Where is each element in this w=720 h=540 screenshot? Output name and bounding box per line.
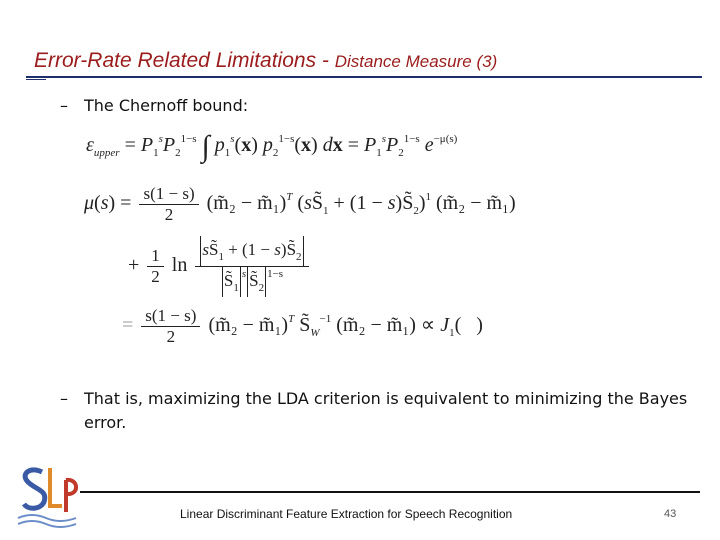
page-number: 43	[664, 508, 677, 520]
equation-mu-definition: μ(s) = $\frac{s(1 - s)}{2}$ (m̃₂ − m̃₁)$^T$ ($sS̃_1 + (1$ − $s)S̃_2)^1$ (m̃₂ − m̃₁)	[84, 184, 516, 224]
slide-title	[34, 38, 497, 75]
bullet-text: That is, maximizing the LDA criterion is equivalent to minimizing the Bayes error.	[84, 389, 688, 432]
footer-rule	[80, 491, 700, 493]
bullet-chernoff	[60, 94, 680, 118]
title-main: Error-Rate Related Limitations -	[34, 49, 335, 72]
bullet-dash: –	[60, 389, 68, 408]
title-rule	[26, 76, 702, 78]
equation-chernoff-bound: $\varepsilon_{upper} = P_1^sP_2^{1-s}$ ∫ $p_1^s(x)$ $p_2^{1-s}(x)$ dx = $P_1^sP_2^{1-s}$ $e^{-\mu(s)}$	[86, 130, 458, 163]
title-rule-accent	[26, 79, 46, 80]
slp-logo-icon	[14, 460, 84, 532]
bullet-conclusion	[60, 387, 700, 435]
title-sub: Distance Measure (3)	[334, 52, 498, 71]
equation-lda-relation: = $\frac{s(1 - s)}{2}$ (m̃₂ − m̃₁)$^T$ $S̃_W^{-1}$ (m̃₂ − m̃₁) ∝ $J_1$( )	[122, 306, 483, 346]
equation-log-term: + $\frac{1}{2}$ ln $\frac{sS̃_1 + (1 - s)S̃_2}{S̃_1^s S̃_2^{1-s}}$	[128, 236, 312, 297]
bullet-dash: –	[60, 96, 68, 115]
footer-title: Linear Discriminant Feature Extraction for Speech Recognition	[180, 507, 513, 521]
bullet-text: The Chernoff bound:	[84, 96, 249, 115]
